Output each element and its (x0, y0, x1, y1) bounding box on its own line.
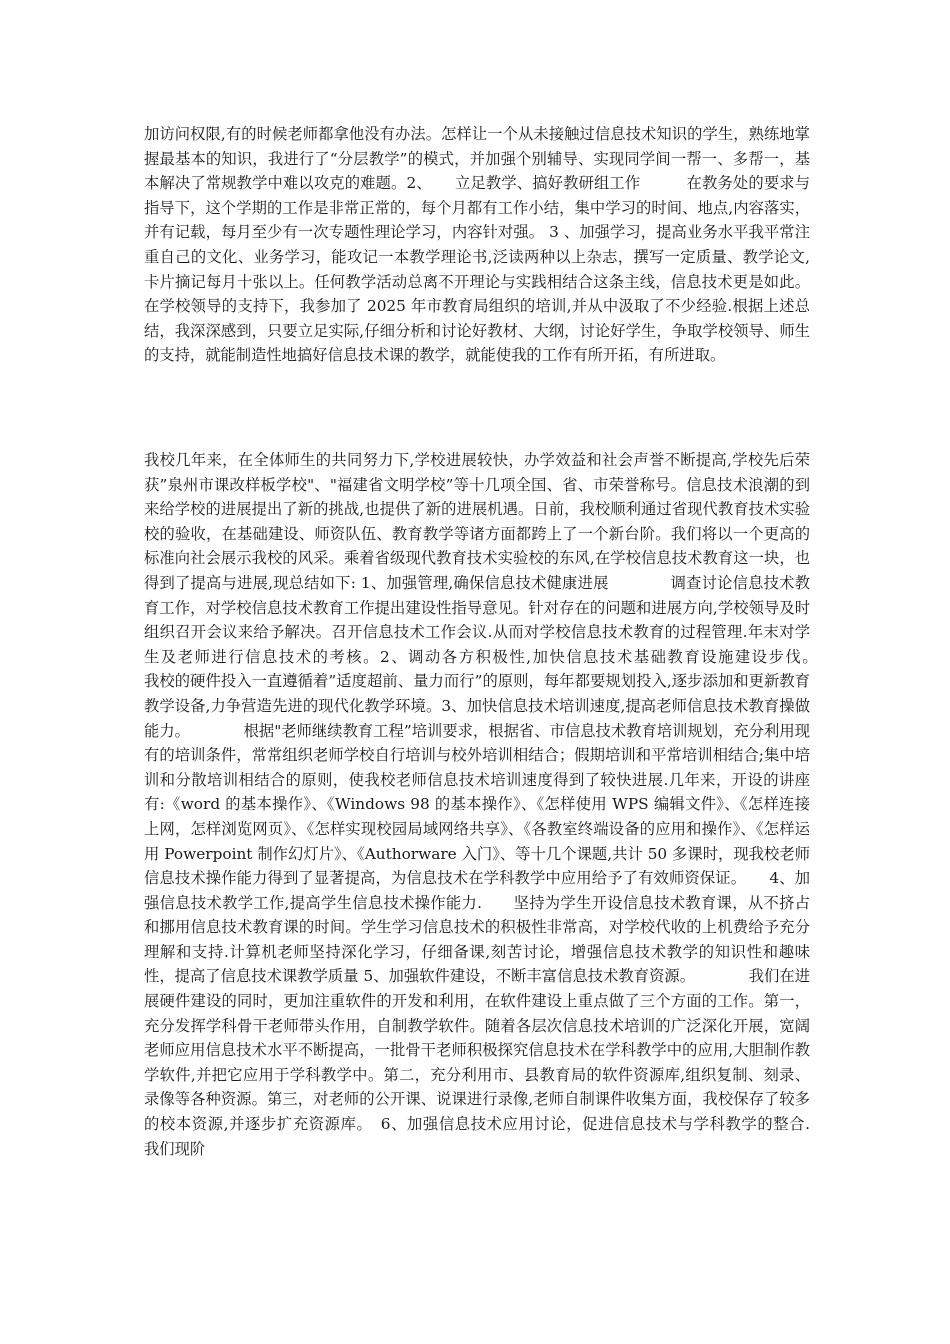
body-paragraph-teaching-summary: 加访问权限,有的时候老师都拿他没有办法。怎样让一个从未接触过信息技术知识的学生，熟练地掌握最基本的知识，我进行了“分层教学”的模式，并加强个别辅导、实现同学间一帮一、多帮一，基本解决了常规教学中难以攻克的难题。2、 立足教学、搞好教研组工作 在教务处的要求与指导下，这个学期的工作是非常正常的，每个月都有工作小结，集中学习的时间、地点,内容落实，并有记载，每月至少有一次专题性理论学习，内容针对强。 3 、加强学习，提高业务水平我平常注重自己的文化、业务学习，能攻记一本教学理论书,泛读两种以上杂志，撰写一定质量、教学论文,卡片摘记每月十张以上。任何教学活动总离不开理论与实践相结合这条主线，信息技术更是如此。在学校领导的支持下，我参加了 2025 年市教育局组织的培训,并从中汲取了不少经验.根据上述总结，我深深感到，只要立足实际,仔细分析和讨论好教材、大纲，讨论好学生，争取学校领导、师生的支持，就能制造性地搞好信息技术课的教学，就能使我的工作有所开拓，有所进取。 (144, 125, 810, 365)
body-paragraph-school-it-summary: 我校几年来，在全体师生的共同努力下,学校进展较快，办学效益和社会声誉不断提高,学校先后荣获”泉州市课改样板学校"、"福建省文明学校”等十几项全国、省、市荣誉称号。信息技术浪潮的到来给学校的进展提出了新的挑战,也提供了新的进展机遇。日前，我校顺利通过省现代教育技术实验校的验收，在基础建设、师资队伍、教育教学等诸方面都跨上了一个新台阶。我们将以一个更高的标准向社会展示我校的风采。乘着省级现代教育技术实验校的东风,在学校信息技术教育这一块，也得到了提高与进展,现总结如下: 1、加强管理,确保信息技术健康进展 调查讨论信息技术教育工作，对学校信息技术教育工作提出建设性指导意见。针对存在的问题和进展方向,学校领导及时组织召开会议来给予解决。召开信息技术工作会议.从而对学校信息技术教育的过程管理.年末对学生及老师进行信息技术的考核。2、调动各方积极性,加快信息技术基础教育设施建设步伐。 我校的硬件投入一直遵循着”适度超前、量力而行”的原则，每年都要规划投入,逐步添加和更新教育教学设备,力争营造先进的现代化教学环境。3、加快信息技术培训速度,提高老师信息技术教育操做能力。 根据"老师继续教育工程”培训要求，根据省、市信息技术教育培训规划，充分利用现有的培训条件，常常组织老师学校自行培训与校外培训相结合；假期培训和平常培训相结合;集中培训和分散培训相结合的原则，使我校老师信息技术培训速度得到了较快进展.几年来，开设的讲座有:《word 的基本操作》、《Windows 98 的基本操作》、《怎样使用 WPS 编辑文件》、《怎样连接上网，怎样浏览网页》、《怎样实现校园局域网络共享》、《各教室终端设备的应用和操作》、《怎样运用 Powerpoint 制作幻灯片》、《Authorware 入门》、等十几个课题,共计 50 多课时，现我校老师信息技术操作能力得到了显著提高，为信息技术在学科教学中应用给予了有效师资保证。 4、加强信息技术教学工作,提高学生信息技术操作能力. 坚持为学生开设信息技术教育课，从不挤占和挪用信息技术教育课的时间。学生学习信息技术的积极性非常高，对学校代收的上机费给予充分理解和支持.计算机老师坚持深化学习，仔细备课,刻苦讨论，增强信息技术教学的知识性和趣味性，提高了信息技术课教学质量 5、加强软件建设，不断丰富信息技术教育资源。 我们在进展硬件建设的同时，更加注重软件的开发和利用，在软件建设上重点做了三个方面的工作。第一，充分发挥学科骨干老师带头作用，自制教学软件。随着各层次信息技术培训的广泛深化开展，宽阔老师应用信息技术水平不断提高，一批骨干老师积极探究信息技术在学科教学中的应用,大胆制作教学软件,并把它应用于学科教学中。第二，充分利用市、县教育局的软件资源库,组织复制、刻录、录像等各种资源。第三，对老师的公开课、说课进行录像,老师自制课件收集方面，我校保存了较多的校本资源,并逐步扩充资源库。 6、加强信息技术应用讨论，促进信息技术与学科教学的整合. 我们现阶 (144, 451, 872, 1158)
